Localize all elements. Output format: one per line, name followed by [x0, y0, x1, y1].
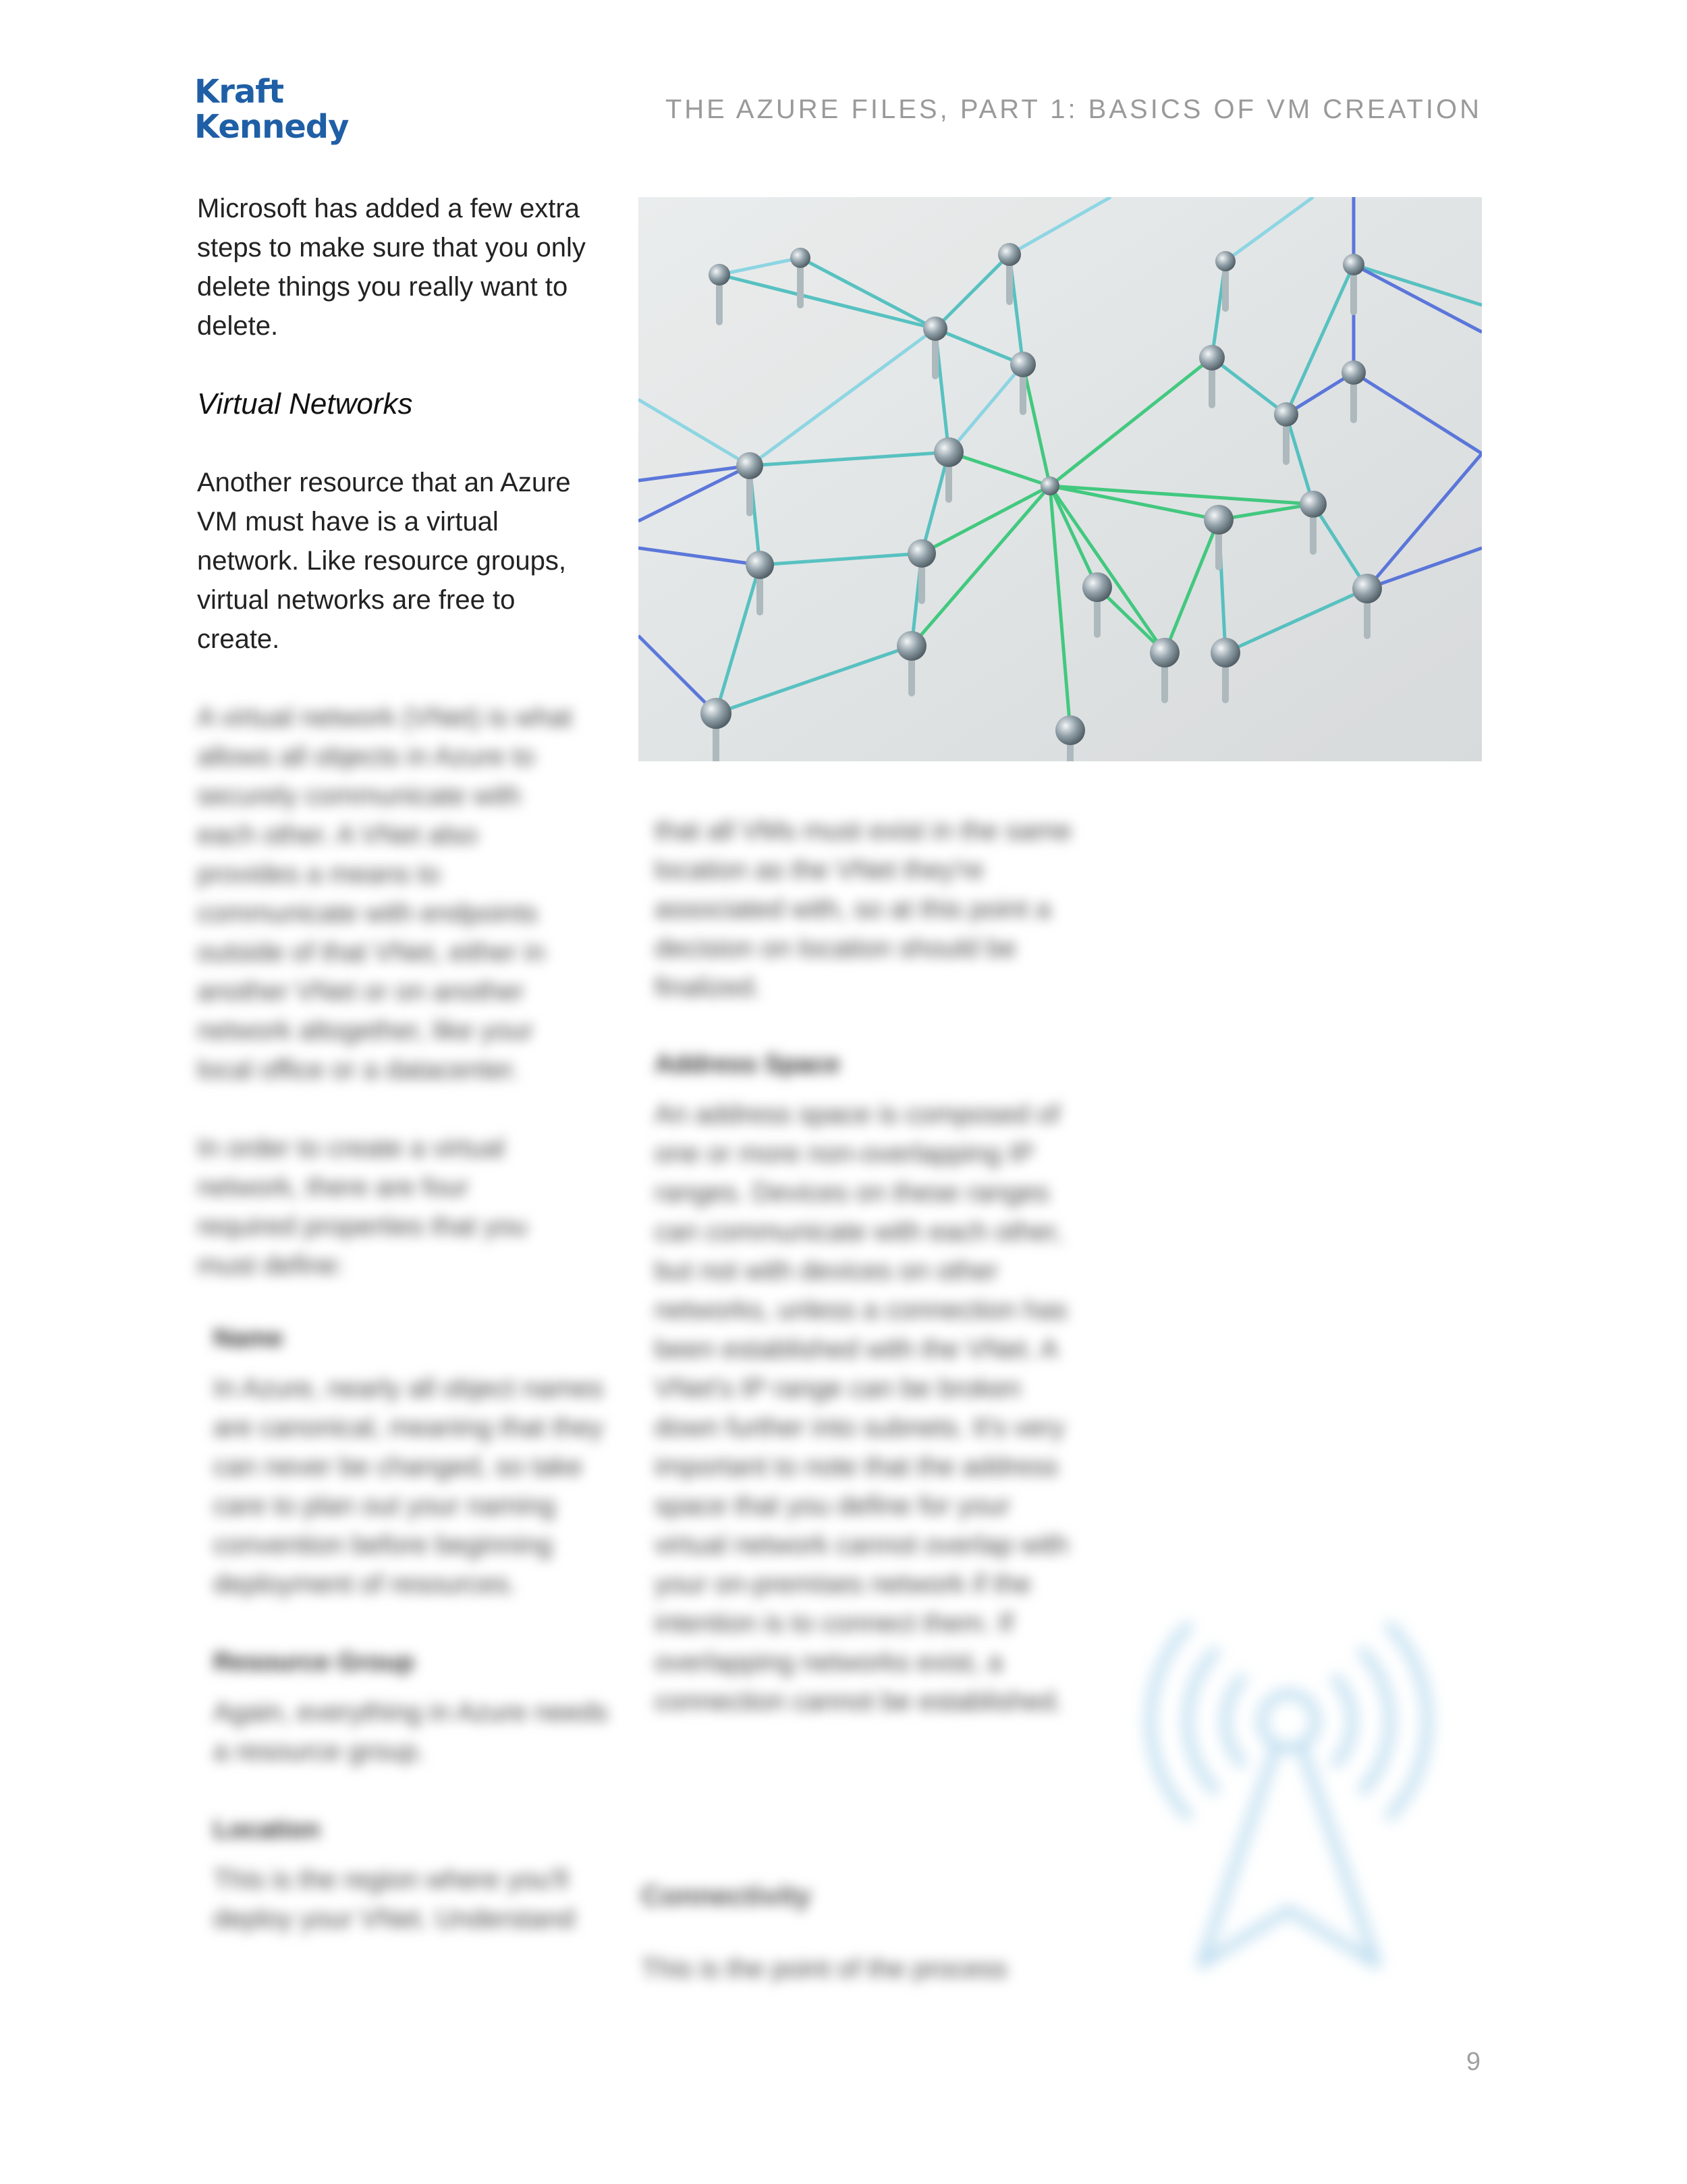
resource-group-text: Again, everything in Azure needs a resource group. — [213, 1697, 608, 1766]
connectivity-title: Connectivity — [641, 1880, 812, 1911]
middle-column — [655, 811, 1073, 1721]
name-property-text: In Azure, nearly all object names are canonical, meaning that they can never be changed, so take care to plan out your naming convention before beginning deployment of resources. — [213, 1373, 604, 1599]
network-pins-photo — [638, 197, 1482, 761]
required-properties-paragraph: In order to create a virtual network, there are four required properties that you must define: — [197, 1133, 528, 1280]
location-continued-text: that all VMs must exist in the same location as the VNet they're associated with, so at this point a decision on location should be finalized. — [655, 816, 1072, 1002]
antenna-tower-icon — [1140, 1620, 1437, 1984]
property-list — [197, 1319, 618, 1938]
name-property-title: Name — [213, 1324, 283, 1353]
vnet-description-paragraph: A virtual network (VNet) is what allows all objects in Azure to securely communicate with each other. A VNet also provides a means to communicate with endpoints outside of that VNet, either in another VNet or on another network altogether, like your local office or a datacenter. — [197, 703, 572, 1085]
virtual-networks-heading: Virtual Networks — [197, 387, 413, 420]
logo-line-2: Kennedy — [194, 108, 349, 146]
location-title: Location — [213, 1816, 321, 1844]
address-space-title: Address Space — [655, 1050, 840, 1079]
connectivity-section — [641, 1876, 1073, 1988]
vm-resource-paragraph: Another resource that an Azure VM must have is a virtual network. Like resource groups, virtual networks are free to create. — [197, 468, 571, 654]
page-number: 9 — [1466, 2048, 1481, 2076]
logo-line-1: Kraft — [194, 73, 284, 111]
network-illustration — [638, 197, 1482, 761]
intro-paragraph: Microsoft has added a few extra steps to make sure that you only delete things you really want to delete. — [197, 194, 586, 341]
document-title: THE AZURE FILES, PART 1: BASICS OF VM CREATION — [665, 94, 1482, 124]
address-space-text: An address space is composed of one or more non-overlapping IP ranges. Devices on these ranges can communicate with each other, but not with devices on other networks, unless a connection has been established with the VNet. A VNet's IP range can be broken down further into subnets. It's very important to note that the address space that you define for your virtual network cannot overlap with your on-premises network if the intention is to connect them. If overlapping networks exist, a connection cannot be established. — [655, 1099, 1069, 1716]
left-column — [197, 189, 608, 1938]
connectivity-text: This is the point of the process — [641, 1954, 1007, 1984]
location-text: This is the region where you'll deploy your VNet. Understand — [213, 1865, 575, 1934]
resource-group-title: Resource Group — [213, 1648, 414, 1676]
kraft-kennedy-logo — [194, 74, 348, 144]
